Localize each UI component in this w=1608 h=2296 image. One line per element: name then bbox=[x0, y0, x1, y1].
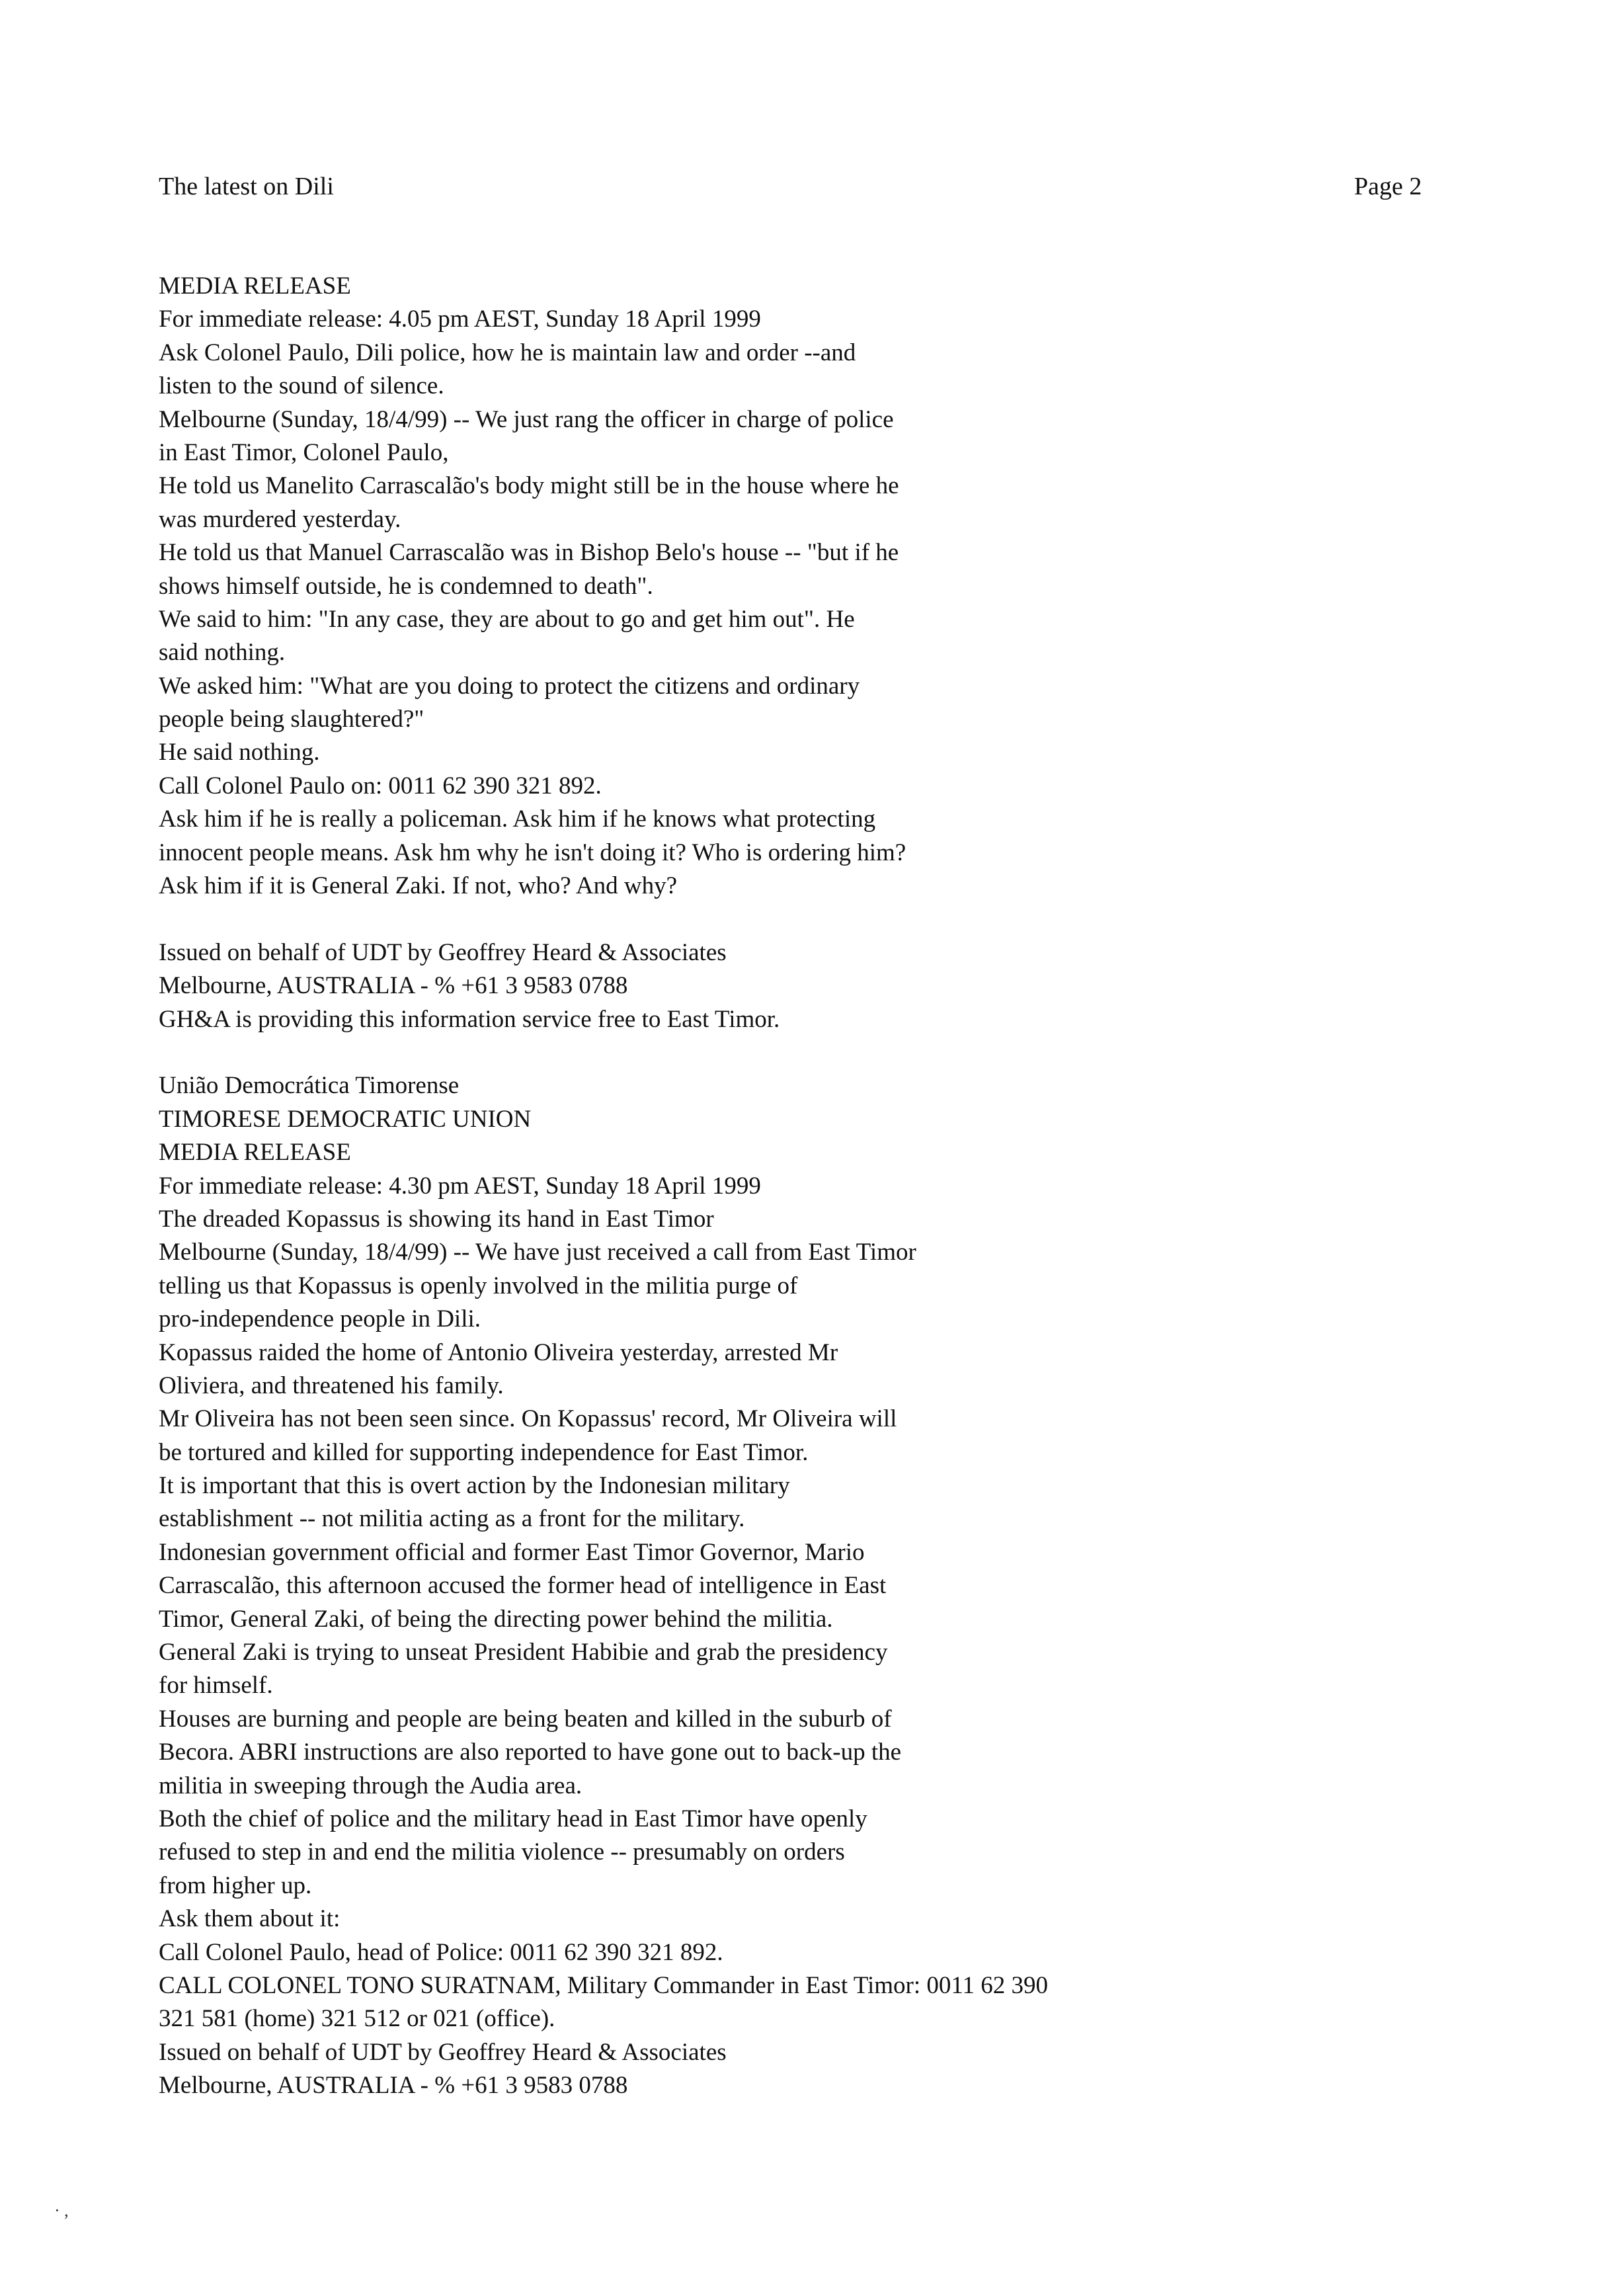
text-line: militia in sweeping through the Audia area. bbox=[159, 1772, 583, 1799]
text-line: Call Colonel Paulo on: 0011 62 390 321 892. bbox=[159, 772, 602, 800]
text-line: Indonesian government official and former East Timor Governor, Mario bbox=[159, 1538, 865, 1566]
text-line: Becora. ABRI instructions are also reported to have gone out to back-up the bbox=[159, 1739, 902, 1766]
text-line: Ask them about it: bbox=[159, 1905, 341, 1933]
text-line: Mr Oliveira has not been seen since. On Kopassus' record, Mr Oliveira will bbox=[159, 1405, 897, 1433]
text-line: Melbourne, AUSTRALIA - % +61 3 9583 0788 bbox=[159, 2072, 628, 2100]
text-line: 321 581 (home) 321 512 or 021 (office). bbox=[159, 2005, 555, 2033]
text-line: people being slaughtered?" bbox=[159, 706, 424, 733]
text-line: Melbourne, AUSTRALIA - % +61 3 9583 0788 bbox=[159, 972, 628, 1000]
text-line: General Zaki is trying to unseat President Habibie and grab the presidency bbox=[159, 1639, 888, 1666]
text-line: refused to step in and end the militia violence -- presumably on orders bbox=[159, 1838, 845, 1866]
text-line: We said to him: "In any case, they are about to go and get him out". He bbox=[159, 605, 855, 633]
text-line: MEDIA RELEASE bbox=[159, 272, 351, 300]
text-line: Oliviera, and threatened his family. bbox=[159, 1372, 504, 1399]
text-line: CALL COLONEL TONO SURATNAM, Military Commander in East Timor: 0011 62 390 bbox=[159, 1971, 1049, 1999]
text-line: GH&A is providing this information service free to East Timor. bbox=[159, 1005, 780, 1033]
text-line: Carrascalão, this afternoon accused the former head of intelligence in East bbox=[159, 1572, 887, 1600]
paragraph-gap bbox=[159, 1036, 1481, 1069]
text-line: Timor, General Zaki, of being the directing power behind the militia. bbox=[159, 1605, 833, 1633]
text-line: from higher up. bbox=[159, 1871, 312, 1899]
text-line: telling us that Kopassus is openly involved in the militia purge of bbox=[159, 1272, 798, 1299]
text-line: for himself. bbox=[159, 1672, 273, 1700]
text-line: We asked him: "What are you doing to protect the citizens and ordinary bbox=[159, 672, 860, 700]
text-line: in East Timor, Colonel Paulo, bbox=[159, 438, 449, 466]
text-line: Ask him if it is General Zaki. If not, who? And why? bbox=[159, 872, 678, 900]
page-corner-mark: · , bbox=[54, 2201, 69, 2220]
text-line: Melbourne (Sunday, 18/4/99) -- We just rang the officer in charge of police bbox=[159, 405, 894, 433]
page-number: Page 2 bbox=[1354, 173, 1422, 200]
text-line: For immediate release: 4.05 pm AEST, Sunday 18 April 1999 bbox=[159, 306, 761, 333]
text-line: Issued on behalf of UDT by Geoffrey Heard & Associates bbox=[159, 2038, 727, 2066]
media-release-2 bbox=[159, 1069, 1481, 2102]
text-line: Houses are burning and people are being beaten and killed in the suburb of bbox=[159, 1705, 892, 1733]
text-line: said nothing. bbox=[159, 639, 286, 667]
media-release-1 bbox=[159, 270, 1481, 903]
text-line: União Democrática Timorense bbox=[159, 1072, 460, 1100]
text-line: pro-independence people in Dili. bbox=[159, 1305, 481, 1333]
text-line: TIMORESE DEMOCRATIC UNION bbox=[159, 1105, 532, 1133]
text-line: listen to the sound of silence. bbox=[159, 372, 444, 400]
text-line: Ask him if he is really a policeman. Ask him if he knows what protecting bbox=[159, 805, 876, 833]
paragraph-gap bbox=[159, 903, 1481, 936]
issued-note-1 bbox=[159, 936, 1481, 1036]
text-line: be tortured and killed for supporting independence for East Timor. bbox=[159, 1438, 809, 1466]
text-line: He told us Manelito Carrascalão's body might still be in the house where he bbox=[159, 472, 899, 500]
text-line: It is important that this is overt action by the Indonesian military bbox=[159, 1472, 790, 1500]
text-line: Both the chief of police and the military head in East Timor have openly bbox=[159, 1805, 867, 1832]
text-line: Issued on behalf of UDT by Geoffrey Heard & Associates bbox=[159, 938, 727, 966]
text-line: Call Colonel Paulo, head of Police: 0011 62 390 321 892. bbox=[159, 1938, 723, 1966]
text-line: was murdered yesterday. bbox=[159, 505, 401, 533]
text-line: Kopassus raided the home of Antonio Oliveira yesterday, arrested Mr bbox=[159, 1338, 838, 1366]
text-line: He said nothing. bbox=[159, 739, 320, 766]
page-header-title: The latest on Dili bbox=[159, 173, 334, 200]
text-line: Melbourne (Sunday, 18/4/99) -- We have just received a call from East Timor bbox=[159, 1239, 916, 1266]
text-line: For immediate release: 4.30 pm AEST, Sunday 18 April 1999 bbox=[159, 1172, 761, 1200]
document-body bbox=[159, 270, 1481, 2102]
text-line: The dreaded Kopassus is showing its hand in East Timor bbox=[159, 1205, 714, 1233]
text-line: Ask Colonel Paulo, Dili police, how he is maintain law and order --and bbox=[159, 339, 856, 366]
text-line: innocent people means. Ask hm why he isn't doing it? Who is ordering him? bbox=[159, 839, 906, 866]
text-line: establishment -- not militia acting as a front for the military. bbox=[159, 1505, 745, 1533]
text-line: shows himself outside, he is condemned to death". bbox=[159, 572, 653, 600]
text-line: He told us that Manuel Carrascalão was in Bishop Belo's house -- "but if he bbox=[159, 539, 899, 567]
text-line: MEDIA RELEASE bbox=[159, 1139, 351, 1167]
